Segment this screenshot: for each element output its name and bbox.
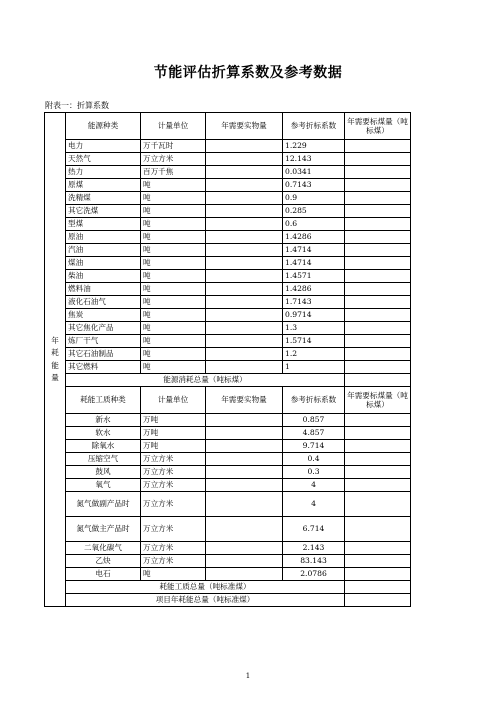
medium-coef: 0.857: [283, 414, 345, 427]
header-std: 年需要标煤量（吨标煤）: [345, 387, 411, 414]
page-title: 节能评估折算系数及参考数据: [153, 65, 343, 81]
energy-row: [45, 244, 411, 257]
medium-unit: 万立方米: [141, 479, 206, 492]
medium-name: 氮气做主产品时: [66, 517, 141, 542]
energy-coef: 1.229: [283, 140, 345, 153]
energy-row: [45, 257, 411, 270]
medium-physical: [206, 568, 283, 581]
medium-row: [45, 414, 411, 427]
medium-name: 氮气做副产品时: [66, 492, 141, 517]
energy-std: [345, 231, 411, 244]
energy-coef: 1.3: [283, 322, 345, 335]
energy-name: 焦炭: [66, 309, 141, 322]
energy-unit: 万千瓦时: [141, 140, 206, 153]
energy-name: 热力: [66, 166, 141, 179]
medium-coef: 2.143: [283, 542, 345, 555]
energy-coef: 1.4286: [283, 231, 345, 244]
energy-name: 汽油: [66, 244, 141, 257]
energy-std: [345, 309, 411, 322]
medium-unit: 万立方米: [141, 542, 206, 555]
medium-physical: [206, 492, 283, 517]
energy-std: [345, 205, 411, 218]
energy-unit: 吨: [141, 309, 206, 322]
energy-coef: 1.7143: [283, 296, 345, 309]
medium-std: [345, 479, 411, 492]
energy-row: [45, 153, 411, 166]
medium-physical: [206, 427, 283, 440]
energy-unit: 吨: [141, 231, 206, 244]
energy-physical: [206, 283, 283, 296]
energy-unit: 吨: [141, 283, 206, 296]
energy-row: [45, 283, 411, 296]
medium-std: [345, 414, 411, 427]
medium-std: [345, 492, 411, 517]
energy-row: [45, 335, 411, 348]
medium-name: 软水: [66, 427, 141, 440]
energy-row: [45, 179, 411, 192]
side-label-char: 能: [51, 360, 59, 370]
medium-coef: 0.4: [283, 453, 345, 466]
medium-total-row: [45, 581, 411, 594]
energy-name: 柴油: [66, 270, 141, 283]
energy-std: [345, 283, 411, 296]
energy-std: [345, 244, 411, 257]
energy-row: [45, 166, 411, 179]
energy-name: 其它洗煤: [66, 205, 141, 218]
medium_header-header-row: [45, 387, 411, 414]
header-unit: 计量单位: [141, 113, 206, 140]
energy-std: [345, 192, 411, 205]
medium-row: [45, 517, 411, 542]
energy-physical: [206, 361, 283, 374]
medium-name: 乙炔: [66, 555, 141, 568]
energy-unit: 吨: [141, 218, 206, 231]
energy-std: [345, 140, 411, 153]
energy-unit: 吨: [141, 322, 206, 335]
energy-physical: [206, 270, 283, 283]
side-label-char: 耗: [51, 348, 59, 358]
energy-name: 其它石油制品: [66, 348, 141, 361]
energy-row: [45, 140, 411, 153]
energy-row: [45, 205, 411, 218]
energy-coef: 12.143: [283, 153, 345, 166]
medium-std: [345, 453, 411, 466]
energy-unit: 吨: [141, 361, 206, 374]
medium-std: [345, 555, 411, 568]
medium-unit: 万立方米: [141, 517, 206, 542]
medium-name: 新水: [66, 414, 141, 427]
medium-coef: 9.714: [283, 440, 345, 453]
medium-std: [345, 517, 411, 542]
energy-std: [345, 348, 411, 361]
medium-physical: [206, 453, 283, 466]
project-total-label: 项目年耗能总量（吨标准煤）: [66, 594, 345, 607]
energy-coef: 1.5714: [283, 335, 345, 348]
header-type: 耗能工质种类: [66, 387, 141, 414]
medium-coef: 4.857: [283, 427, 345, 440]
header-type: 能源种类: [66, 113, 141, 140]
energy-name: 炼厂干气: [66, 335, 141, 348]
header-coef: 参考折标系数: [283, 113, 345, 140]
energy-std: [345, 335, 411, 348]
medium-std: [345, 466, 411, 479]
project-total-value: [345, 594, 411, 607]
medium-row: [45, 568, 411, 581]
medium-std: [345, 542, 411, 555]
energy-coef: 0.285: [283, 205, 345, 218]
energy-std: [345, 270, 411, 283]
medium-physical: [206, 466, 283, 479]
medium-name: 压缩空气: [66, 453, 141, 466]
energy-coef: 1.2: [283, 348, 345, 361]
medium-unit: 吨: [141, 568, 206, 581]
energy-name: 燃料油: [66, 283, 141, 296]
header-unit: 计量单位: [141, 387, 206, 414]
energy-unit: 万立方米: [141, 153, 206, 166]
energy-coef: 1: [283, 361, 345, 374]
medium-physical: [206, 479, 283, 492]
energy-coef: 1.4286: [283, 283, 345, 296]
energy-unit: 吨: [141, 179, 206, 192]
energy-name: 原煤: [66, 179, 141, 192]
medium-coef: 0.3: [283, 466, 345, 479]
medium-coef: 6.714: [283, 517, 345, 542]
medium-physical: [206, 542, 283, 555]
medium-unit: 万吨: [141, 440, 206, 453]
energy-std: [345, 218, 411, 231]
energy-row: [45, 322, 411, 335]
medium-row: [45, 542, 411, 555]
energy-row: [45, 218, 411, 231]
energy-physical: [206, 335, 283, 348]
medium-name: 电石: [66, 568, 141, 581]
energy-coef: 0.6: [283, 218, 345, 231]
year-energy-side-label: [45, 113, 66, 607]
energy-row: [45, 231, 411, 244]
energy-name: 其它燃料: [66, 361, 141, 374]
header-physical: 年需要实物量: [206, 387, 283, 414]
medium-name: 除氧水: [66, 440, 141, 453]
medium-coef: 4: [283, 479, 345, 492]
side-label-char: 量: [51, 372, 59, 382]
energy-coef: 1.4714: [283, 257, 345, 270]
energy-unit: 吨: [141, 296, 206, 309]
energy-row: [45, 296, 411, 309]
energy-name: 煤油: [66, 257, 141, 270]
energy-physical: [206, 179, 283, 192]
energy-physical: [206, 257, 283, 270]
medium-unit: 万吨: [141, 414, 206, 427]
energy-row: [45, 348, 411, 361]
medium-physical: [206, 440, 283, 453]
medium-std: [345, 427, 411, 440]
energy-coef: 1.4571: [283, 270, 345, 283]
energy-std: [345, 322, 411, 335]
medium-unit: 万立方米: [141, 555, 206, 568]
energy-std: [345, 166, 411, 179]
medium-physical: [206, 414, 283, 427]
energy-physical: [206, 205, 283, 218]
medium-unit: 万吨: [141, 427, 206, 440]
energy-physical: [206, 322, 283, 335]
energy-unit: 吨: [141, 244, 206, 257]
energy-physical: [206, 244, 283, 257]
energy-name: 型煤: [66, 218, 141, 231]
energy-unit: 吨: [141, 348, 206, 361]
energy-name: 洗精煤: [66, 192, 141, 205]
energy-std: [345, 296, 411, 309]
energy-total-label: 能源消耗总量（吨标煤）: [66, 374, 345, 387]
medium-physical: [206, 555, 283, 568]
energy-coef: 0.9714: [283, 309, 345, 322]
energy-std: [345, 153, 411, 166]
energy-physical: [206, 296, 283, 309]
energy_header-header-row: [45, 113, 411, 140]
energy-coef: 0.9: [283, 192, 345, 205]
energy-unit: 百万千焦: [141, 166, 206, 179]
table-caption: 附表一：折算系数: [45, 101, 109, 110]
medium-unit: 万立方米: [141, 466, 206, 479]
energy-physical: [206, 231, 283, 244]
energy-row: [45, 309, 411, 322]
energy-unit: 吨: [141, 192, 206, 205]
energy-coef: 1.4714: [283, 244, 345, 257]
medium-unit: 万立方米: [141, 492, 206, 517]
energy-name: 原油: [66, 231, 141, 244]
conversion-factor-table: [44, 112, 411, 607]
medium-row: [45, 453, 411, 466]
medium-total-label: 耗能工质总量（吨标准煤）: [66, 581, 345, 594]
energy-std: [345, 257, 411, 270]
energy-physical: [206, 153, 283, 166]
energy-unit: 吨: [141, 257, 206, 270]
medium-physical: [206, 517, 283, 542]
energy-std: [345, 361, 411, 374]
side-label-char: 年: [51, 336, 59, 346]
medium-std: [345, 568, 411, 581]
project-total-row: [45, 594, 411, 607]
medium-row: [45, 555, 411, 568]
energy-name: 液化石油气: [66, 296, 141, 309]
header-coef: 参考折标系数: [283, 387, 345, 414]
medium-name: 氧气: [66, 479, 141, 492]
energy-unit: 吨: [141, 270, 206, 283]
energy-physical: [206, 140, 283, 153]
energy-physical: [206, 166, 283, 179]
energy-coef: 0.7143: [283, 179, 345, 192]
energy-std: [345, 179, 411, 192]
header-std: 年需要标煤量（吨标煤）: [345, 113, 411, 140]
medium-row: [45, 492, 411, 517]
medium-row: [45, 440, 411, 453]
energy-name: 天然气: [66, 153, 141, 166]
energy-name: 电力: [66, 140, 141, 153]
energy-physical: [206, 348, 283, 361]
energy-physical: [206, 309, 283, 322]
medium-coef: 2.0786: [283, 568, 345, 581]
medium-std: [345, 440, 411, 453]
medium-unit: 万立方米: [141, 453, 206, 466]
energy-total-value: [345, 374, 411, 387]
medium-row: [45, 479, 411, 492]
medium-name: 二氧化碳气: [66, 542, 141, 555]
energy-unit: 吨: [141, 205, 206, 218]
energy-physical: [206, 192, 283, 205]
medium-row: [45, 466, 411, 479]
header-physical: 年需要实物量: [206, 113, 283, 140]
energy-unit: 吨: [141, 335, 206, 348]
page-number: 1: [245, 672, 251, 680]
energy-row: [45, 361, 411, 374]
medium-name: 鼓风: [66, 466, 141, 479]
energy-name: 其它焦化产品: [66, 322, 141, 335]
medium-coef: 83.143: [283, 555, 345, 568]
medium-coef: 4: [283, 492, 345, 517]
energy-row: [45, 270, 411, 283]
energy-row: [45, 192, 411, 205]
energy-physical: [206, 218, 283, 231]
energy-total-row: [45, 374, 411, 387]
energy-coef: 0.0341: [283, 166, 345, 179]
medium-row: [45, 427, 411, 440]
medium-total-value: [345, 581, 411, 594]
